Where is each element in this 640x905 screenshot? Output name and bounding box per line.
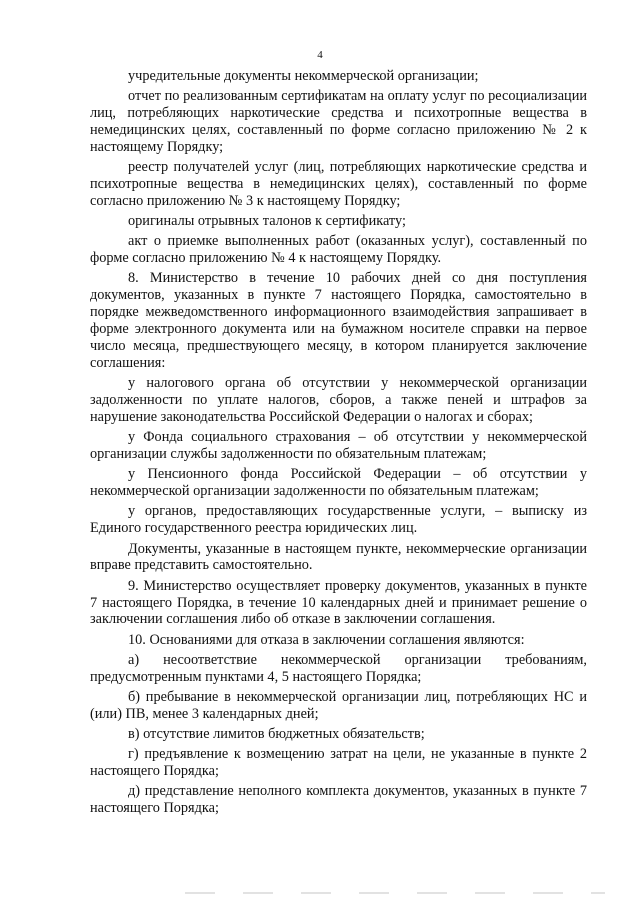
- paragraph: учредительные документы некоммерческой организации;: [128, 68, 479, 84]
- paragraph: оригиналы отрывных талонов к сертификату;: [128, 213, 406, 230]
- paragraph: д) представление неполного комплекта документов, указанных в пункте 7 настоящего Порядка;: [90, 783, 587, 817]
- scan-artifact-line: [185, 892, 605, 894]
- paragraph: у органов, предоставляющих государственные услуги, – выписку из Единого государственного реестра юридических лиц.: [90, 503, 587, 537]
- paragraph: а) несоответствие некоммерческой организации требованиям, предусмотренным пунктами 4, 5 настоящего Порядка;: [90, 651, 587, 685]
- paragraph: у Фонда социального страхования – об отсутствии у некоммерческой организации службы задолженности по обязательным платежам;: [90, 429, 587, 463]
- paragraph: 9. Министерство осуществляет проверку документов, указанных в пункте 7 настоящего Порядка, в течение 10 календарных дней и принимает решение о заключении соглашения либо об отказе в заключении соглашения.: [90, 577, 587, 628]
- paragraph: у Пенсионного фонда Российской Федерации – об отсутствии у некоммерческой организации задолженности по обязательным платежам;: [90, 466, 587, 500]
- paragraph: 8. Министерство в течение 10 рабочих дней со дня поступления документов, указанных в пункте 7 настоящего Порядка, самостоятельно в порядке межведомственного информационного взаимодействия запрашивает в форме электронного документа или на бумажном носителе справки на первое число месяца, предшествующего месяцу, в котором планируется заключение соглашения:: [90, 270, 587, 371]
- page-number: 4: [317, 49, 323, 61]
- paragraph: 10. Основаниями для отказа в заключении соглашения являются:: [128, 631, 525, 648]
- paragraph: Документы, указанные в настоящем пункте, некоммерческие организации вправе представить самостоятельно.: [90, 540, 587, 574]
- paragraph: отчет по реализованным сертификатам на оплату услуг по ресоциализации лиц, потребляющих наркотические средства и психотропные вещества в немедицинских целях, составленный по форме согласно приложению № 2 к настоящему Порядку;: [90, 88, 587, 155]
- paragraph: у налогового органа об отсутствии у некоммерческой организации задолженности по уплате налогов, сборов, а также пеней и штрафов за нарушение законодательства Российской Федерации о налогах и сборах;: [90, 375, 587, 425]
- document-body: [90, 68, 587, 821]
- paragraph: акт о приемке выполненных работ (оказанных услуг), составленный по форме согласно приложению № 4 к настоящему Порядку.: [90, 233, 587, 267]
- paragraph: реестр получателей услуг (лиц, потребляющих наркотические средства и психотропные вещества в немедицинских целях), составленный по форме согласно приложению № 3 к настоящему Порядку;: [90, 159, 587, 209]
- paragraph: б) пребывание в некоммерческой организации лиц, потребляющих НС и (или) ПВ, менее 3 календарных дней;: [90, 688, 587, 722]
- paragraph: г) предъявление к возмещению затрат на цели, не указанные в пункте 2 настоящего Порядка;: [90, 746, 587, 780]
- paragraph: в) отсутствие лимитов бюджетных обязательств;: [128, 726, 425, 743]
